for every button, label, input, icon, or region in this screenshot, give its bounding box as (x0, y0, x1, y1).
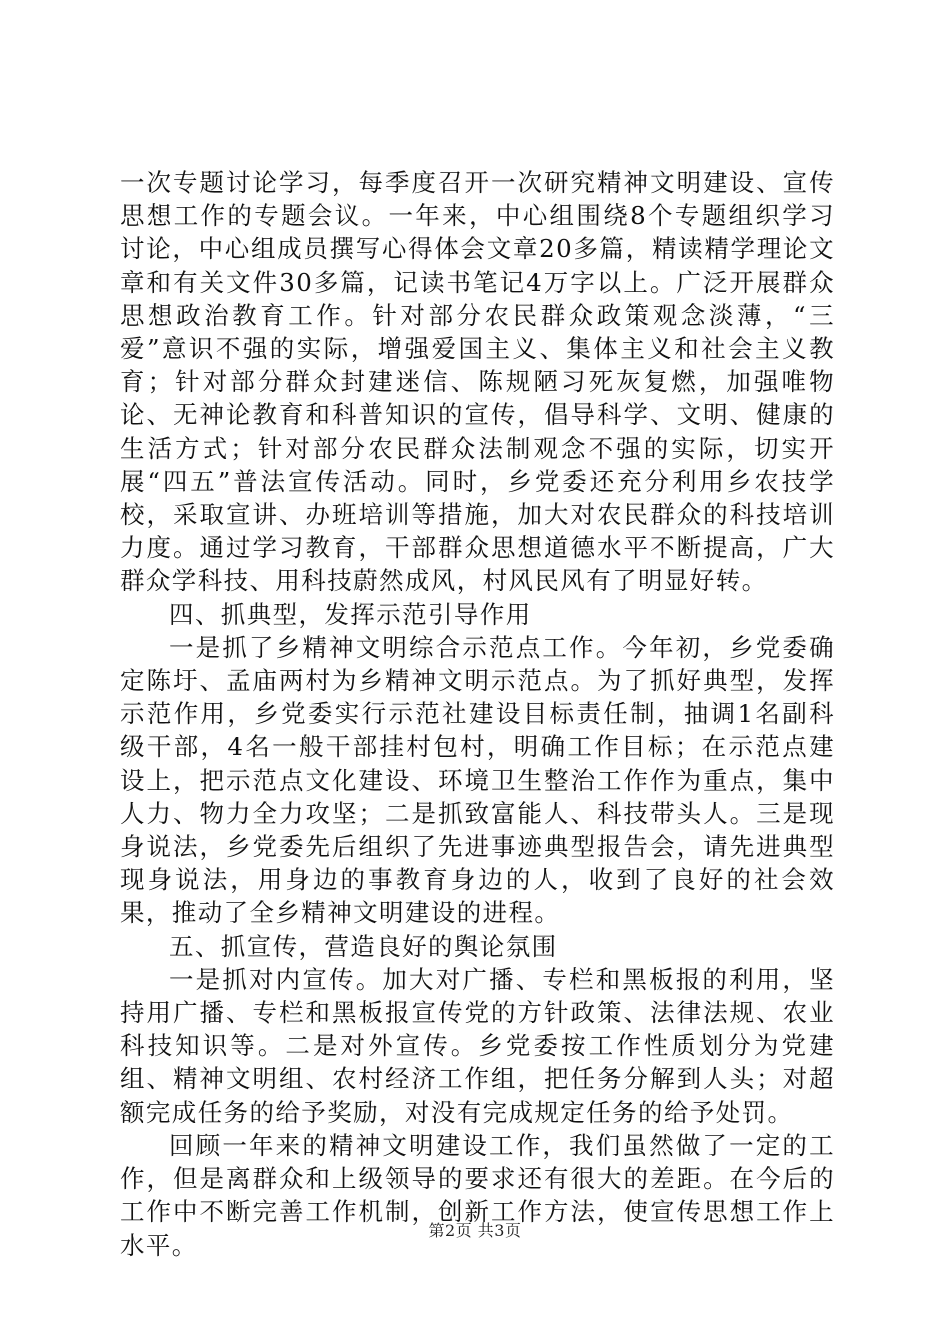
page-number-footer: 第2页 共3页 (428, 1221, 522, 1240)
paragraph-model-sites: 一是抓了乡精神文明综合示范点工作。今年初，乡党委确定陈圩、孟庙两村为乡精神文明示范点。为了抓好典型，发挥示范作用，乡党委实行示范社建设目标责任制，抽调1名副科级干部，4名一般干部挂村包村，明确工作目标；在示范点建设上，把示范点文化建设、环境卫生整治工作作为重点，集中人力、物力全力攻坚；二是抓致富能人、科技带头人。三是现身说法，乡党委先后组织了先进事迹典型报告会，请先进典型现身说法，用身边的事教育身边的人，收到了良好的社会效果，推动了全乡精神文明建设的进程。 (120, 632, 835, 928)
section-heading-5: 五、抓宣传，营造良好的舆论氛围 (169, 931, 558, 961)
paragraph-publicity: 一是抓对内宣传。加大对广播、专栏和黑板报的利用，坚持用广播、专栏和黑板报宣传党的方针政策、法律法规、农业科技知识等。二是对外宣传。乡党委按工作性质划分为党建组、精神文明组、农村经济工作组，把任务分解到人头；对超额完成任务的给予奖励，对没有完成规定任务的给予处罚。 (120, 964, 835, 1127)
section-heading-4: 四、抓典型，发挥示范引导作用 (169, 599, 532, 629)
paragraph-study-education: 一次专题讨论学习，每季度召开一次研究精神文明建设、宣传思想工作的专题会议。一年来，中心组围绕8个专题组织学习讨论，中心组成员撰写心得体会文章20多篇，精读精学理论文章和有关文件30多篇，记读书笔记4万字以上。广泛开展群众思想政治教育工作。针对部分农民群众政策观念淡薄，“三爱”意识不强的实际，增强爱国主义、集体主义和社会主义教育；针对部分群众封建迷信、陈规陋习死灰复燃，加强唯物论、无神论教育和科普知识的宣传，倡导科学、文明、健康的生活方式；针对部分农民群众法制观念不强的实际，切实开展“四五”普法宣传活动。同时，乡党委还充分利用乡农技学校，采取宣讲、办班培训等措施，加大对农民群众的科技培训力度。通过学习教育，干部群众思想道德水平不断提高，广大群众学科技、用科技蔚然成风，村风民风有了明显好转。 (120, 168, 835, 596)
paragraph-review: 回顾一年来的精神文明建设工作，我们虽然做了一定的工作，但是离群众和上级领导的要求还有很大的差距。在今后的工作中不断完善工作机制，创新工作方法，使宣传思想工作上水平。 (120, 1130, 835, 1260)
document-body (120, 166, 835, 1262)
